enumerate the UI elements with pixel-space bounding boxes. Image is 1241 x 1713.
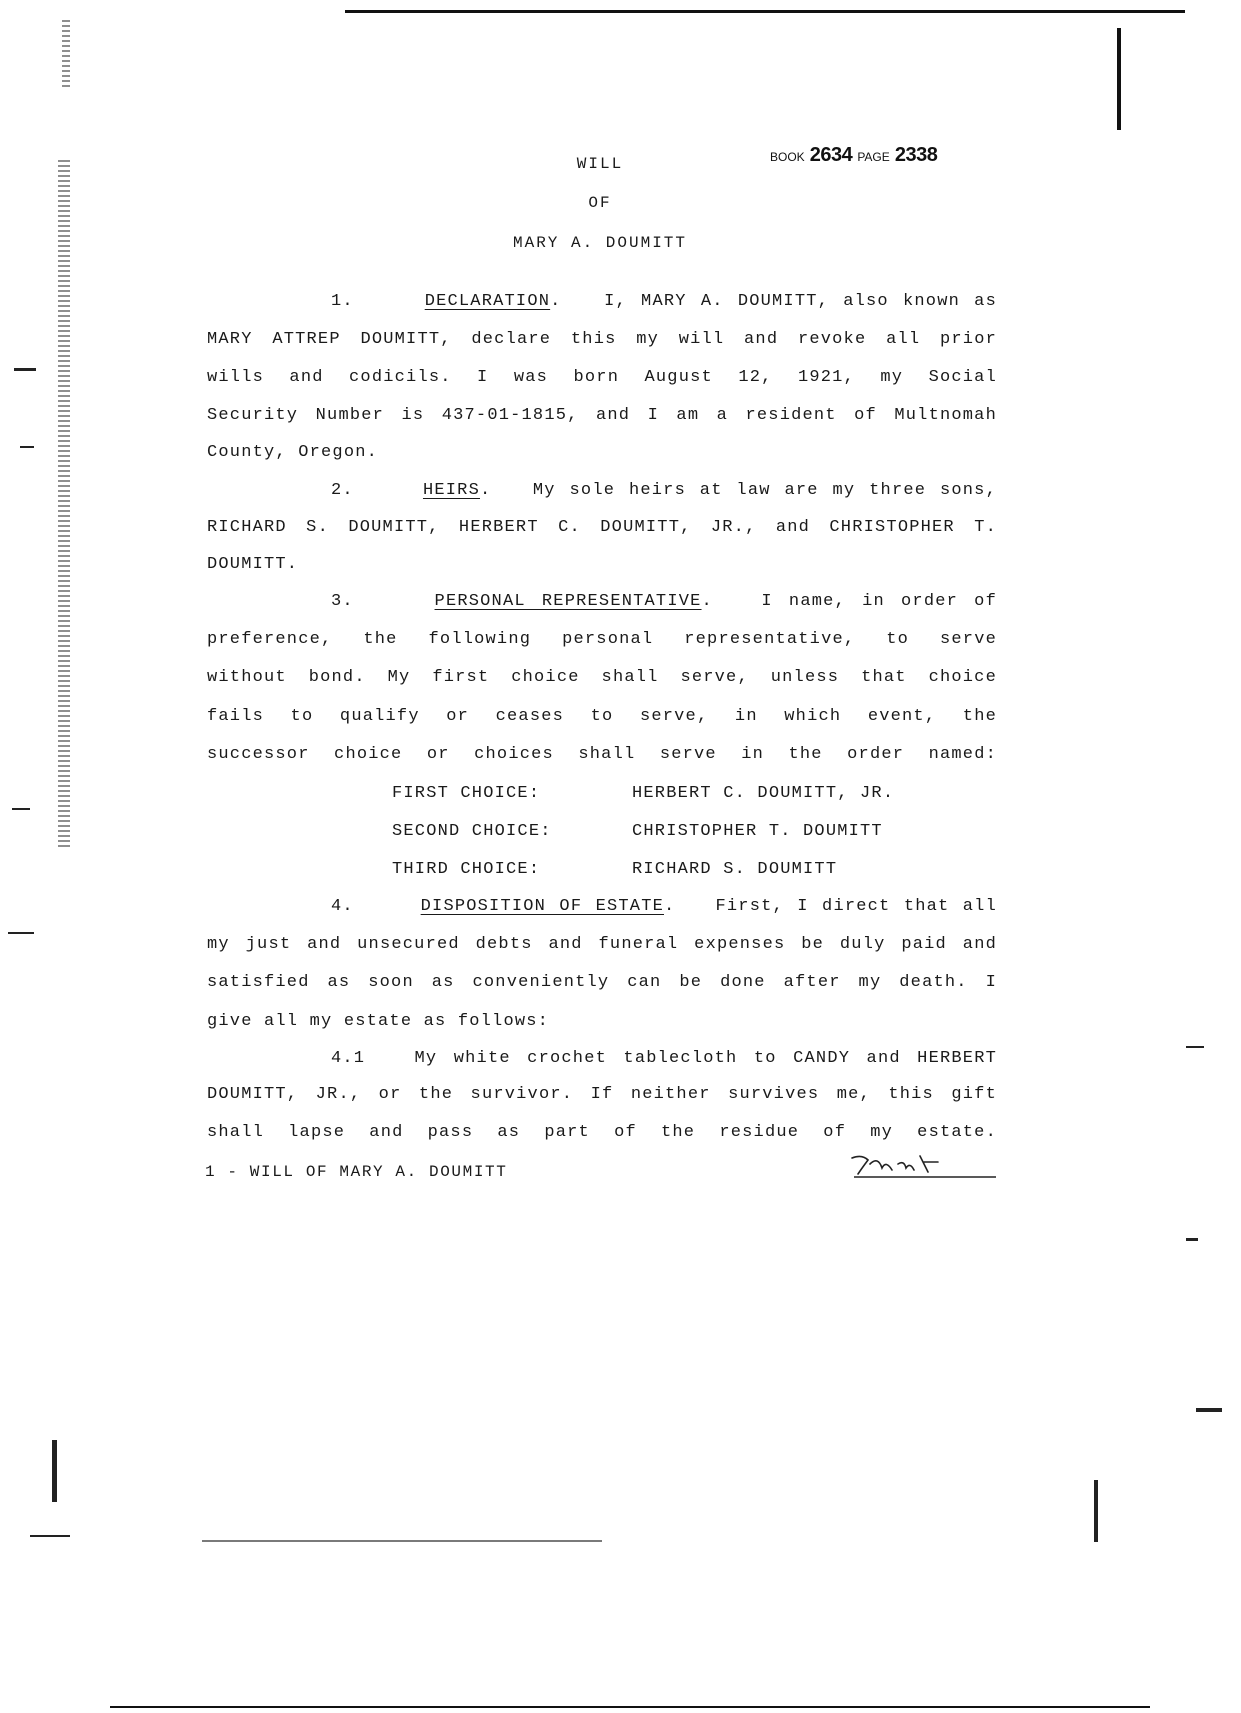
section-2-line: DOUMITT.	[207, 555, 299, 574]
left-edge-noise	[58, 160, 70, 850]
bottom-scan-rule	[110, 1706, 1150, 1708]
section-number: 4.1	[331, 1049, 366, 1068]
left-margin-mark	[14, 368, 36, 371]
title-will: WILL	[576, 155, 624, 173]
left-edge-noise-top	[62, 20, 70, 90]
top-scan-rule	[345, 10, 1185, 13]
choice-name: CHRISTOPHER T. DOUMITT	[632, 822, 883, 841]
section-3-first-line: 3. PERSONAL REPRESENTATIVE. I name, in order of	[331, 592, 997, 611]
title-testator: MARY A. DOUMITT	[512, 234, 688, 252]
section-1-line: MARY ATTREP DOUMITT, declare this my will and revoke all prior	[207, 330, 997, 349]
lower-scan-rule	[202, 1540, 602, 1542]
left-margin-mark	[8, 932, 34, 934]
section-number: 2.	[331, 481, 354, 500]
section-3-line: successor choice or choices shall serve in the order named:	[207, 745, 997, 764]
section-4-line: satisfied as soon as conveniently can be done after my death. I	[207, 973, 997, 992]
section-1-line: wills and codicils. I was born August 12, 1921, my Social	[207, 368, 997, 387]
page-label: PAGE	[857, 150, 890, 164]
left-margin-mark	[20, 446, 34, 448]
handwritten-initials-icon	[848, 1150, 998, 1180]
section-2-first-line: 2. HEIRS. My sole heirs at law are my three sons,	[331, 481, 997, 500]
section-4-1-line: DOUMITT, JR., or the survivor. If neither survives me, this gift	[207, 1085, 997, 1104]
section-text: First, I direct that all	[715, 897, 997, 916]
section-1-first-line: 1. DECLARATION. I, MARY A. DOUMITT, also known as	[331, 292, 997, 311]
section-4-line: my just and unsecured debts and funeral expenses be duly paid and	[207, 935, 997, 954]
title-of: OF	[588, 194, 612, 212]
section-number: 3.	[331, 592, 354, 611]
section-4-1-first-line	[331, 1049, 997, 1068]
left-margin-mark	[52, 1440, 57, 1502]
section-heading: DISPOSITION OF ESTATE	[420, 897, 664, 916]
section-text: My white crochet tablecloth to CANDY and HERBERT	[414, 1049, 997, 1068]
section-text: My sole heirs at law are my three sons,	[532, 481, 997, 500]
section-3-line: without bond. My first choice shall serve, unless that choice	[207, 668, 997, 687]
section-heading: PERSONAL REPRESENTATIVE	[434, 592, 702, 611]
book-label: BOOK	[770, 150, 805, 164]
right-margin-mark	[1186, 1046, 1204, 1048]
choice-label: THIRD CHOICE:	[392, 860, 541, 879]
section-heading: DECLARATION	[424, 292, 551, 311]
page-footer: 1 - WILL OF MARY A. DOUMITT	[205, 1163, 508, 1181]
section-4-line: give all my estate as follows:	[207, 1012, 550, 1031]
choice-name: RICHARD S. DOUMITT	[632, 860, 838, 879]
page-number: 2338	[894, 144, 938, 166]
right-margin-bar	[1117, 28, 1121, 130]
section-4-1-line: shall lapse and pass as part of the residue of my estate.	[207, 1123, 997, 1142]
section-heading: HEIRS	[422, 481, 480, 500]
section-3-line: fails to qualify or ceases to serve, in which event, the	[207, 707, 997, 726]
section-4-first-line: 4. DISPOSITION OF ESTATE. First, I direct that all	[331, 897, 997, 916]
choice-label: FIRST CHOICE:	[392, 784, 541, 803]
section-1-line: Security Number is 437-01-1815, and I am a resident of Multnomah	[207, 406, 997, 425]
section-number: 4.	[331, 897, 354, 916]
left-margin-mark	[30, 1535, 70, 1537]
book-number: 2634	[809, 144, 853, 166]
choice-name: HERBERT C. DOUMITT, JR.	[632, 784, 895, 803]
section-number: 1.	[331, 292, 354, 311]
right-margin-mark	[1094, 1480, 1098, 1542]
section-text: I, MARY A. DOUMITT, also known as	[604, 292, 997, 311]
left-margin-mark	[12, 808, 30, 810]
right-margin-mark	[1186, 1238, 1198, 1241]
section-1-line: County, Oregon.	[207, 443, 379, 462]
section-text: I name, in order of	[761, 592, 997, 611]
section-2-line: RICHARD S. DOUMITT, HERBERT C. DOUMITT, JR., and CHRISTOPHER T.	[207, 518, 997, 537]
choice-label: SECOND CHOICE:	[392, 822, 552, 841]
right-margin-mark	[1196, 1408, 1222, 1412]
section-3-line: preference, the following personal representative, to serve	[207, 630, 997, 649]
